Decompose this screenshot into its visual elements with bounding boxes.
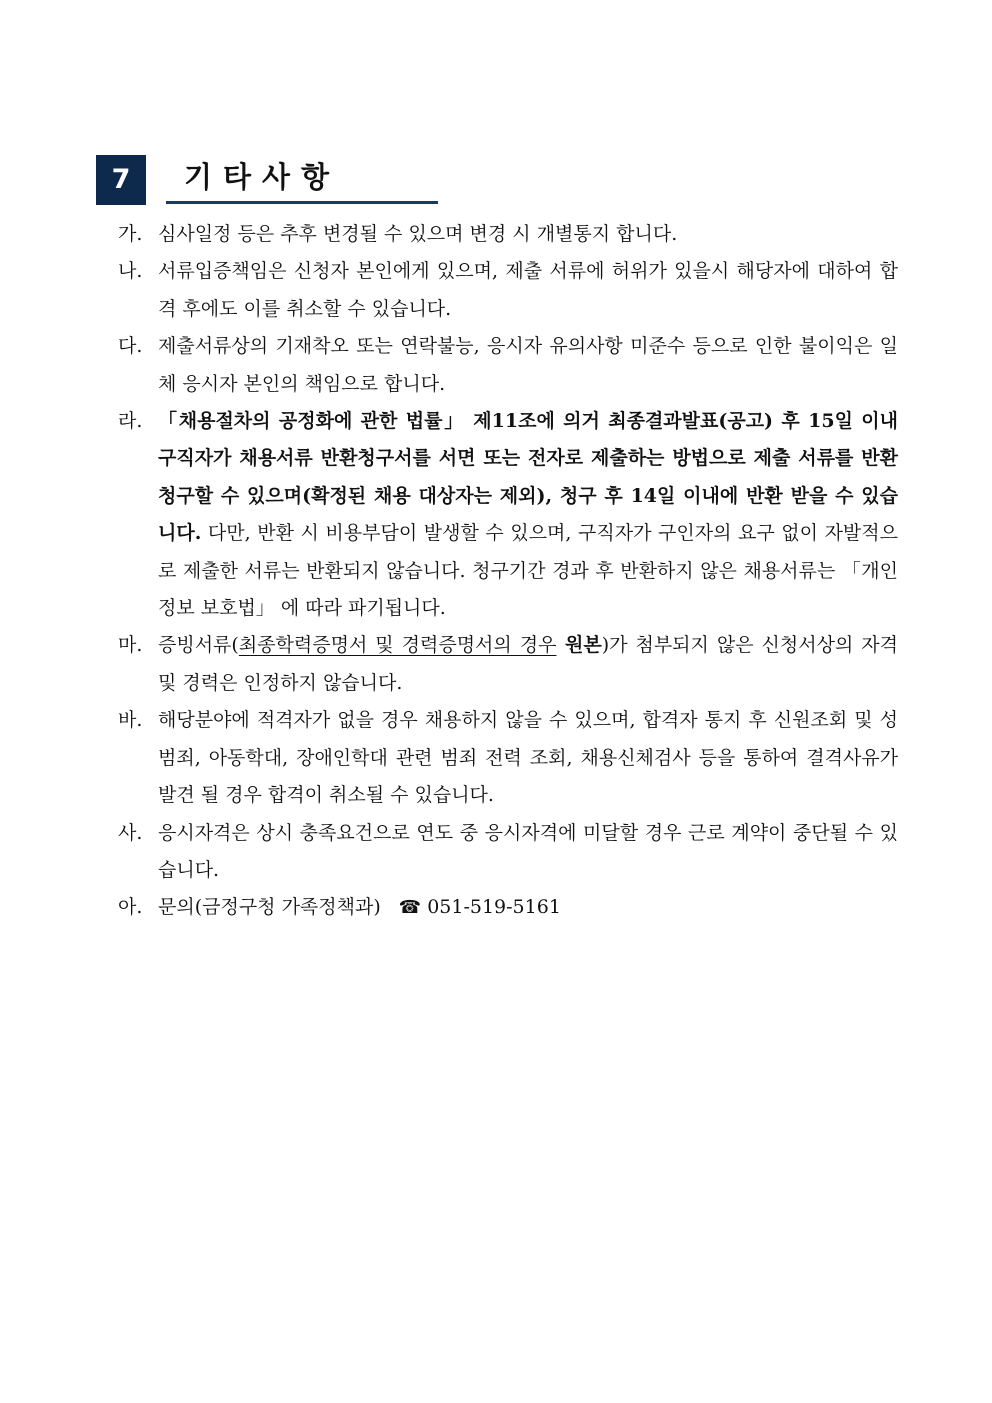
contact-label: 문의(금정구청 가족정책과) [158, 896, 381, 919]
item-text-after: )가 첨부되지 않은 신청서상의 자격 및 경력은 인정하지 않습니다. [158, 634, 898, 694]
list-item [118, 216, 898, 253]
item-text: 서류입증책임은 신청자 본인에게 있으며, 제출 서류에 허위가 있을시 해당자에 대하여 합격 후에도 이를 취소할 수 있습니다. [158, 260, 898, 320]
list-item [118, 702, 898, 814]
item-marker: 사. [118, 821, 143, 844]
item-marker: 아. [118, 896, 143, 919]
item-regular-text: 다만, 반환 시 비용부담이 발생할 수 있으며, 구직자가 구인자의 요구 없이 자발적으로 제출한 서류는 반환되지 않습니다. 청구기간 경과 후 반환하지 않은 채용서류는 「개인정보 보호법」 에 따라 파기됩니다. [158, 522, 898, 620]
item-text [158, 634, 898, 693]
item-marker: 마. [118, 634, 143, 657]
item-text: 해당분야에 적격자가 없을 경우 채용하지 않을 수 있으며, 합격자 통지 후 신원조회 및 성범죄, 아동학대, 장애인학대 관련 범죄 전력 조회, 채용신체검사 등을 통하여 결격사유가 발견 될 경우 합격이 취소될 수 있습니다. [158, 709, 898, 807]
item-marker: 가. [118, 223, 143, 245]
item-bold-text: 「채용절차의 공정화에 관한 법률」 제11조에 의거 최종결과발표(공고) 후 15일 이내 구직자가 채용서류 반환청구서를 서면 또는 전자로 제출하는 방법으로 제출 서류를 반환 청구할 수 있으며(확정된 채용 대상자는 제외), 청구 후 14일 이내에 반환 받을 수 있습니다. [158, 410, 898, 545]
item-underlined-text: 최종학력증명서 및 경력증명서의 경우 [238, 634, 557, 657]
notice-list [118, 216, 898, 927]
section-title-underline [166, 201, 438, 204]
item-text-before: 증빙서류( [158, 634, 239, 657]
section-title: 기타사항 [184, 160, 341, 194]
item-marker: 바. [118, 709, 143, 732]
section-header [96, 155, 438, 205]
item-text [158, 410, 898, 619]
item-bold-text: 원본 [556, 634, 602, 657]
list-item [118, 627, 898, 702]
contact-phone: 051-519-5161 [427, 896, 561, 919]
item-text: 제출서류상의 기재착오 또는 연락불능, 응시자 유의사항 미준수 등으로 인한 불이익은 일체 응시자 본인의 책임으로 합니다. [158, 335, 898, 395]
list-item [118, 403, 898, 627]
item-marker: 나. [118, 260, 143, 283]
list-item [118, 815, 898, 890]
item-marker: 다. [118, 335, 143, 358]
section-number: 7 [96, 155, 146, 205]
item-marker: 라. [118, 410, 143, 433]
list-item [118, 253, 898, 328]
item-text [158, 896, 561, 918]
list-item [118, 328, 898, 403]
item-text: 심사일정 등은 추후 변경될 수 있으며 변경 시 개별통지 합니다. [158, 223, 678, 245]
telephone-icon: ☎ [398, 897, 422, 919]
item-text: 응시자격은 상시 충족요건으로 연도 중 응시자격에 미달할 경우 근로 계약이 중단될 수 있습니다. [158, 821, 898, 881]
list-item [118, 889, 898, 926]
